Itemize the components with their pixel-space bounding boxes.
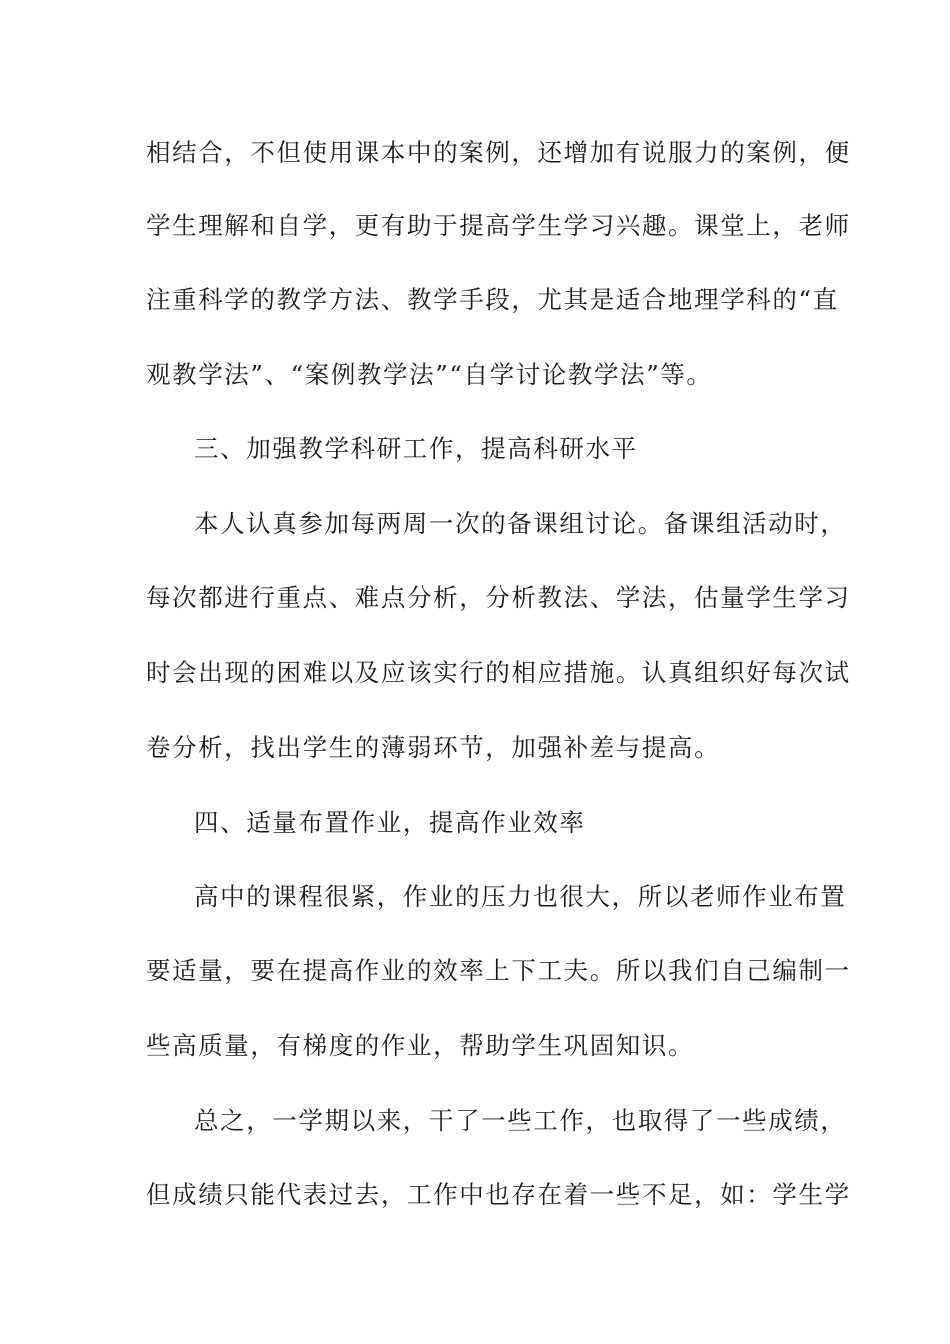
- paragraph-line: 些高质量，有梯度的作业，帮助学生巩固知识。: [146, 1031, 695, 1060]
- paragraph-line: 学生理解和自学，更有助于提高学生学习兴趣。课堂上，老师: [146, 211, 851, 240]
- section-heading: 三、加强教学科研工作，提高科研水平: [194, 434, 638, 463]
- paragraph-line: 本人认真参加每两周一次的备课组讨论。备课组活动时，: [194, 509, 847, 538]
- paragraph-line: 相结合，不但使用课本中的案例，还增加有说服力的案例，便: [146, 138, 851, 167]
- paragraph-line: 每次都进行重点、难点分析，分析教法、学法，估量学生学习: [146, 583, 851, 612]
- paragraph-line: 观教学法”、“案例教学法”“自学讨论教学法”等。: [146, 360, 713, 389]
- paragraph-line: 注重科学的教学方法、教学手段，尤其是适合地理学科的“直: [146, 285, 839, 314]
- section-heading: 四、适量布置作业，提高作业效率: [194, 808, 586, 837]
- paragraph-line: 但成绩只能代表过去，工作中也存在着一些不足，如：学生学: [146, 1180, 851, 1209]
- paragraph-line: 高中的课程很紧，作业的压力也很大，所以老师作业布置: [194, 882, 847, 911]
- paragraph-line: 时会出现的困难以及应该实行的相应措施。认真组织好每次试: [146, 658, 851, 687]
- paragraph-line: 卷分析，找出学生的薄弱环节，加强补差与提高。: [146, 733, 721, 762]
- paragraph-line: 总之，一学期以来，干了一些工作，也取得了一些成绩，: [194, 1106, 847, 1135]
- paragraph-line: 要适量，要在提高作业的效率上下工夫。所以我们自己编制一: [146, 956, 851, 985]
